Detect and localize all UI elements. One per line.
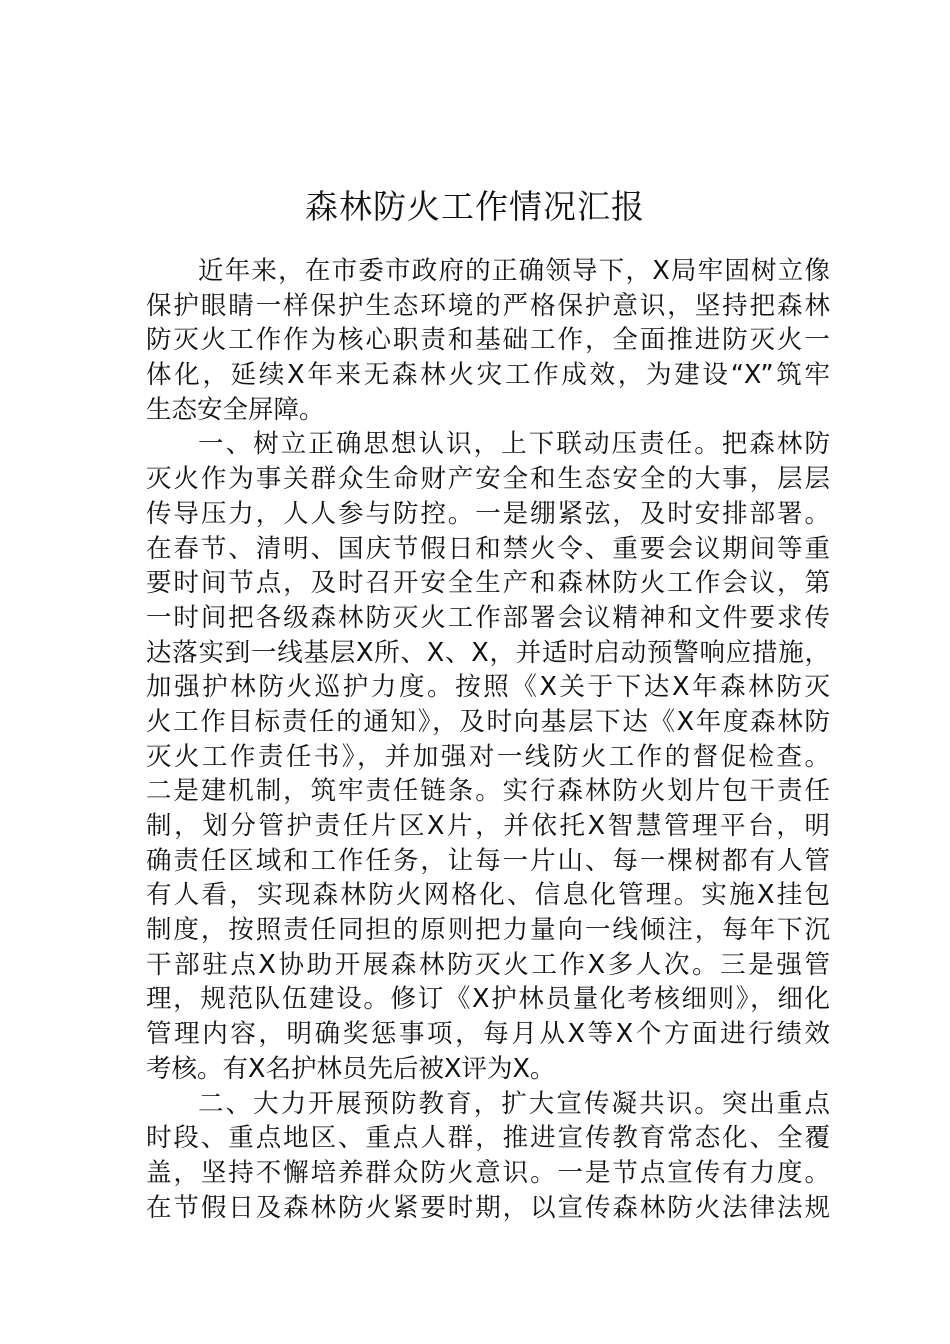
body-line: 干部驻点X协助开展森林防灭火工作X多人次。三是强管 (146, 949, 830, 980)
body-line: 制，划分管护责任片区X片，并依托X智慧管理平台，明 (146, 811, 830, 841)
body-line: 加强护林防火巡护力度。按照《X关于下达X年森林防灭 (146, 672, 830, 703)
body-line: 保护眼睛一样保护生态环境的严格保护意识，坚持把森林 (146, 290, 830, 321)
body-line: 近年来，在市委市政府的正确领导下，X局牢固树立像 (198, 256, 830, 286)
body-line: 理，规范队伍建设。修订《X护林员量化考核细则》，细化 (146, 984, 830, 1015)
body-line: 在节假日及森林防火紧要时期，以宣传森林防火法律法规 (146, 1192, 830, 1223)
body-line: 时段、重点地区、重点人群，推进宣传教育常态化、全覆 (146, 1123, 830, 1154)
document-title: 森林防火工作情况汇报 (305, 187, 645, 227)
body-line: 灭火作为事关群众生命财产安全和生态安全的大事，层层 (146, 464, 830, 495)
body-line: 一、树立正确思想认识，上下联动压责任。把森林防 (198, 429, 830, 460)
body-line: 灭火工作责任书》，并加强对一线防火工作的督促检查。 (146, 741, 830, 772)
body-line: 有人看，实现森林防火网格化、信息化管理。实施X挂包 (146, 880, 830, 911)
body-line: 防灭火工作作为核心职责和基础工作，全面推进防灭火一 (146, 325, 830, 356)
body-line: 确责任区域和工作任务，让每一片山、每一棵树都有人管 (146, 845, 830, 876)
body-line: 制度，按照责任同担的原则把力量向一线倾注，每年下沉 (146, 915, 830, 946)
body-line: 一时间把各级森林防灭火工作部署会议精神和文件要求传 (146, 602, 830, 633)
body-line: 传导压力，人人参与防控。一是绷紧弦，及时安排部署。 (146, 498, 830, 529)
body-line: 要时间节点，及时召开安全生产和森林防火工作会议，第 (146, 568, 830, 599)
body-line: 盖，坚持不懈培养群众防火意识。一是节点宣传有力度。 (146, 1157, 830, 1188)
body-line: 达落实到一线基层X所、X、X，并适时启动预警响应措施， (146, 637, 830, 668)
body-line: 生态安全屏障。 (146, 394, 325, 425)
document-body (146, 254, 830, 1225)
body-line: 管理内容，明确奖惩事项，每月从X等X个方面进行绩效 (146, 1019, 830, 1050)
body-line: 火工作目标责任的通知》，及时向基层下达《X年度森林防 (146, 706, 830, 737)
body-line: 二、大力开展预防教育，扩大宣传凝共识。突出重点 (198, 1088, 830, 1119)
body-line: 二是建机制，筑牢责任链条。实行森林防火划片包干责任 (146, 776, 830, 807)
body-line: 在春节、清明、国庆节假日和禁火令、重要会议期间等重 (146, 533, 830, 564)
body-line: 考核。有X名护林员先后被X评为X。 (146, 1053, 556, 1084)
body-line: 体化，延续X年来无森林火灾工作成效，为建设“X”筑牢 (146, 360, 830, 391)
